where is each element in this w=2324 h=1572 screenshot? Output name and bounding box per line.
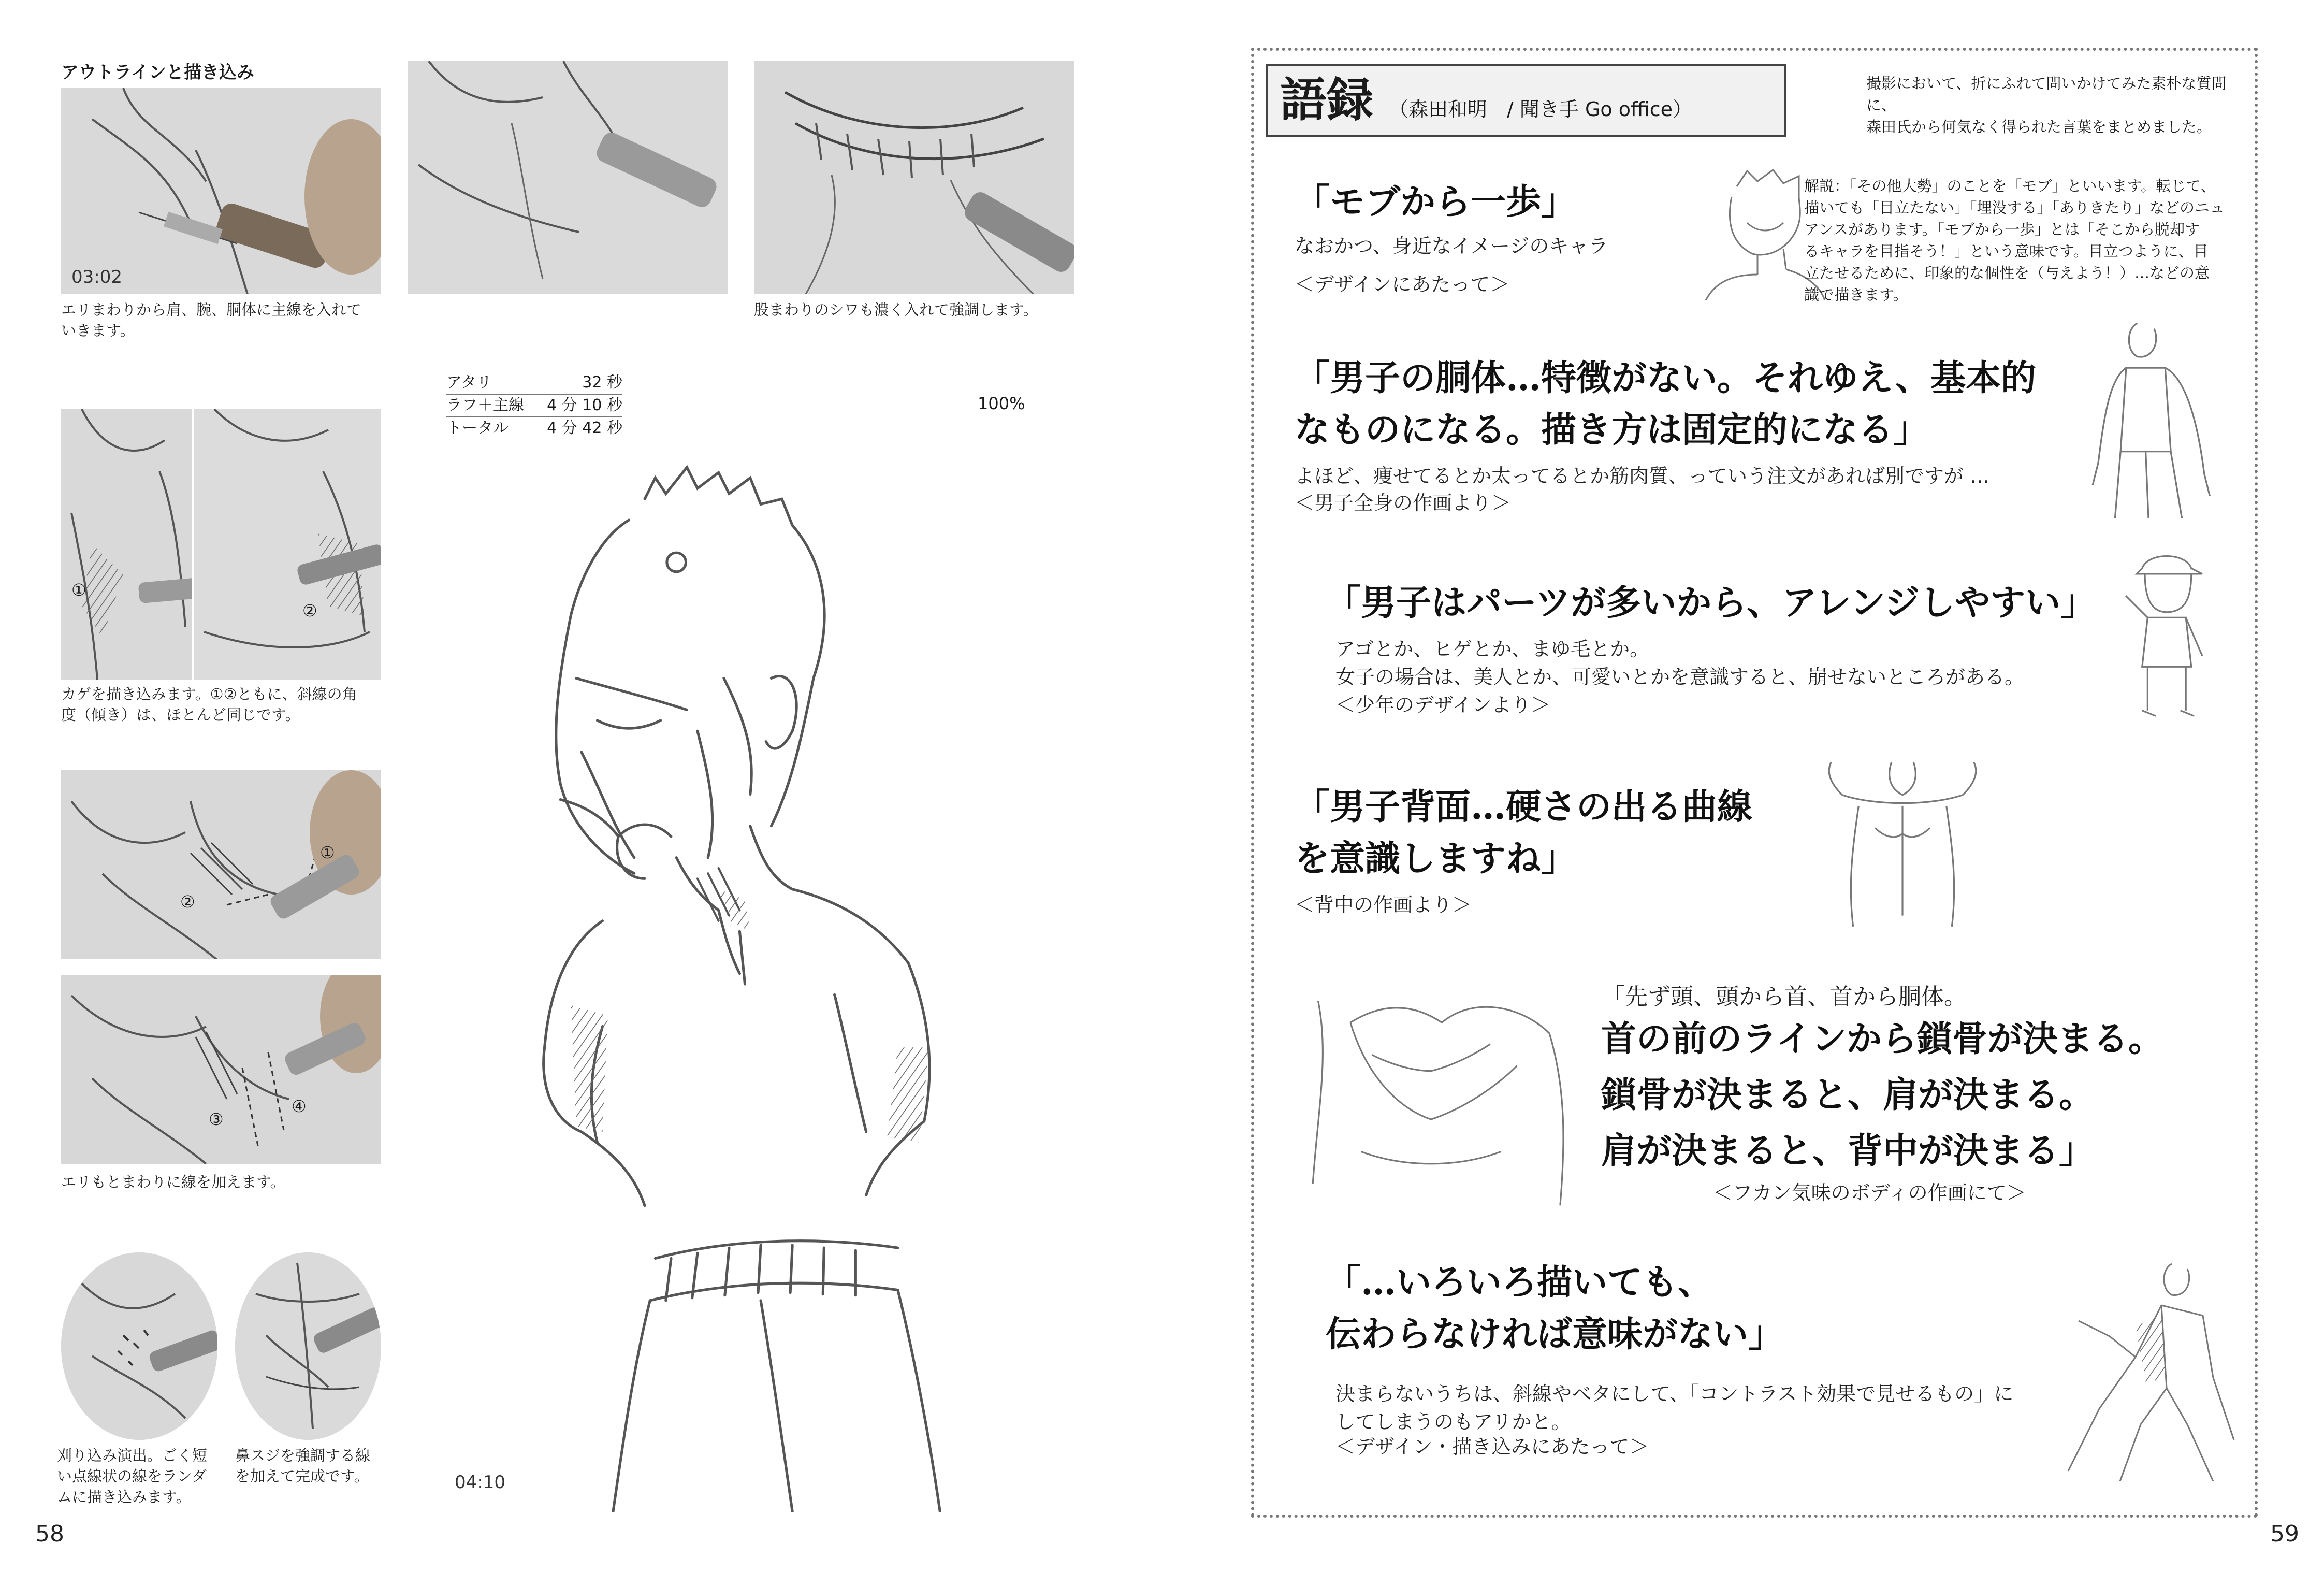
header-box — [1266, 64, 1786, 137]
back-torso-sketch — [1809, 761, 1996, 927]
intro-text: 撮影において、折にふれて問いかけてみた素朴な質問に、 森田氏から何気なく得られた言葉をまとめました。 — [1866, 75, 2227, 136]
timing-table — [446, 372, 622, 439]
overhead-body-sketch — [1297, 989, 1576, 1217]
quote6-source: ＜デザイン・描き込みにあたって＞ — [1335, 1435, 1649, 1458]
dynamic-pose-sketch — [2058, 1253, 2244, 1481]
marker-4: ④ — [292, 1097, 307, 1116]
quote1-title: 「モブから一歩」 — [1295, 181, 1577, 223]
caption-step1: エリまわりから肩、腕、胴体に主線を入れて いきます。 — [61, 301, 362, 339]
marker-1: ① — [320, 843, 335, 862]
timing-label: トータル — [446, 419, 509, 437]
standing-man-sketch — [2076, 317, 2221, 519]
timing-value: 4 分 10 秒 — [547, 396, 622, 414]
caption-circle2: 鼻スジを強調する線 を加えて完成です。 — [235, 1447, 371, 1485]
timing-label: アタリ — [446, 373, 492, 392]
pencil-drawing-illustration — [754, 61, 1074, 294]
quote2-body: よほど、痩せてるとか太ってるとか筋肉質、っていう注文があれば別ですが … — [1295, 465, 1990, 487]
pencil-drawing-illustration — [61, 409, 192, 680]
step1-timestamp: 03:02 — [71, 267, 122, 287]
quote3-source: ＜少年のデザインより＞ — [1335, 694, 1551, 716]
caption-shade: カゲを描き込みます。①②ともに、斜線の角 度（傾き）は、ほとんど同じです。 — [61, 685, 357, 724]
page-number-left: 58 — [35, 1521, 64, 1547]
photo-collar-1 — [61, 770, 381, 959]
section-title: アウトラインと描き込み — [61, 62, 254, 83]
quote5-source: ＜フカン気味のボディの作画にて＞ — [1713, 1181, 2026, 1204]
pencil-drawing-illustration — [61, 88, 381, 294]
quote2-source: ＜男子全身の作画より＞ — [1295, 492, 1512, 514]
timing-value: 4 分 42 秒 — [547, 419, 622, 437]
marker-2: ② — [180, 892, 195, 912]
quote2-title: 「男子の胴体…特徴がない。それゆえ、基本的 なものになる。描き方は固定的になる」 — [1295, 357, 2037, 451]
header-title: 語録 — [1280, 73, 1373, 127]
header-subtitle: （森田和明 / 聞き手 Go office） — [1389, 98, 1692, 121]
pencil-drawing-illustration — [408, 61, 728, 294]
photo-shade-2 — [194, 409, 381, 680]
marker-1: ① — [71, 580, 86, 600]
pencil-drawing-illustration — [61, 1252, 217, 1440]
old-man-sketch — [497, 456, 1077, 1512]
pencil-drawing-illustration — [235, 1252, 381, 1440]
quote6-title: 「…いろいろ描いても、 伝わらなければ意味がない」 — [1326, 1262, 1784, 1355]
photo-step2-torso-lines — [408, 61, 728, 294]
quote3-title: 「男子はパーツが多いから、アレンジしやすい」 — [1326, 582, 2096, 624]
timing-label: ラフ＋主線 — [446, 396, 524, 414]
caption-step3: 股まわりのシワも濃く入れて強調します。 — [754, 301, 1038, 319]
quote4-source: ＜背中の作画より＞ — [1295, 893, 1472, 916]
caption-circle1: 刈り込み演出。ごく短 い点線状の線をランダ ムに描き込みます。 — [57, 1447, 208, 1506]
quote5-title: 首の前のラインから鎖骨が決まる。 鎖骨が決まると、肩が決まる。 肩が決まると、背中が決まる」 — [1601, 1018, 2163, 1172]
pencil-drawing-illustration — [194, 409, 381, 680]
marker-3: ③ — [209, 1109, 224, 1129]
boy-with-cap-sketch — [2115, 546, 2213, 722]
quote4-title: 「男子背面…硬さの出る曲線 を意識しますね」 — [1295, 786, 1753, 879]
final-timestamp: 04:10 — [455, 1472, 505, 1493]
marker-2: ② — [302, 601, 317, 621]
quote1-body: なおかつ、身近なイメージのキャラ — [1295, 235, 1608, 257]
mob-note: 解説：「その他大勢」のことを「モブ」といいます。転じて、 描いても「目立たない」「埋没する」「ありきたり」などのニュ アンスがあります。「モブから一歩」とは「そこから脱却す るキャラを目指そう！」という意味です。目立つように、目 立たせるために、印象的な個性を（与えよう！）…などの意 識で描きます。 — [1804, 177, 2225, 304]
caption-collar: エリもとまわりに線を加えます。 — [61, 1173, 285, 1191]
quote1-source: ＜デザインにあたって＞ — [1295, 273, 1510, 296]
timing-value: 32 秒 — [582, 373, 622, 392]
photo-collar-2 — [61, 975, 381, 1164]
pencil-drawing-illustration — [61, 975, 381, 1164]
timing-row — [446, 372, 622, 395]
quote3-body: アゴとか、ヒゲとか、まゆ毛とか。 女子の場合は、美人とか、可愛いとかを意識すると、崩せないところがある。 — [1335, 638, 2025, 688]
zoom-level: 100% — [978, 394, 1025, 413]
photo-step3-crotch-wrinkles — [754, 61, 1074, 294]
timing-row — [446, 417, 622, 439]
pencil-drawing-illustration — [61, 770, 381, 959]
page-number-right: 59 — [2270, 1521, 2299, 1547]
quote5-lead: 「先ず頭、頭から首、首から胴体。 — [1602, 984, 1967, 1010]
photo-circle-1 — [61, 1252, 217, 1440]
timing-row — [446, 395, 622, 417]
quote6-body: 決まらないうちは、斜線やベタにして、「コントラスト効果で見せるもの」に してしまうのもアリかと。 — [1335, 1382, 2014, 1433]
photo-circle-2 — [235, 1252, 381, 1440]
right-page — [1162, 0, 2324, 1572]
photo-shade-1 — [61, 409, 192, 680]
photo-step1-collar-lines — [61, 88, 381, 294]
